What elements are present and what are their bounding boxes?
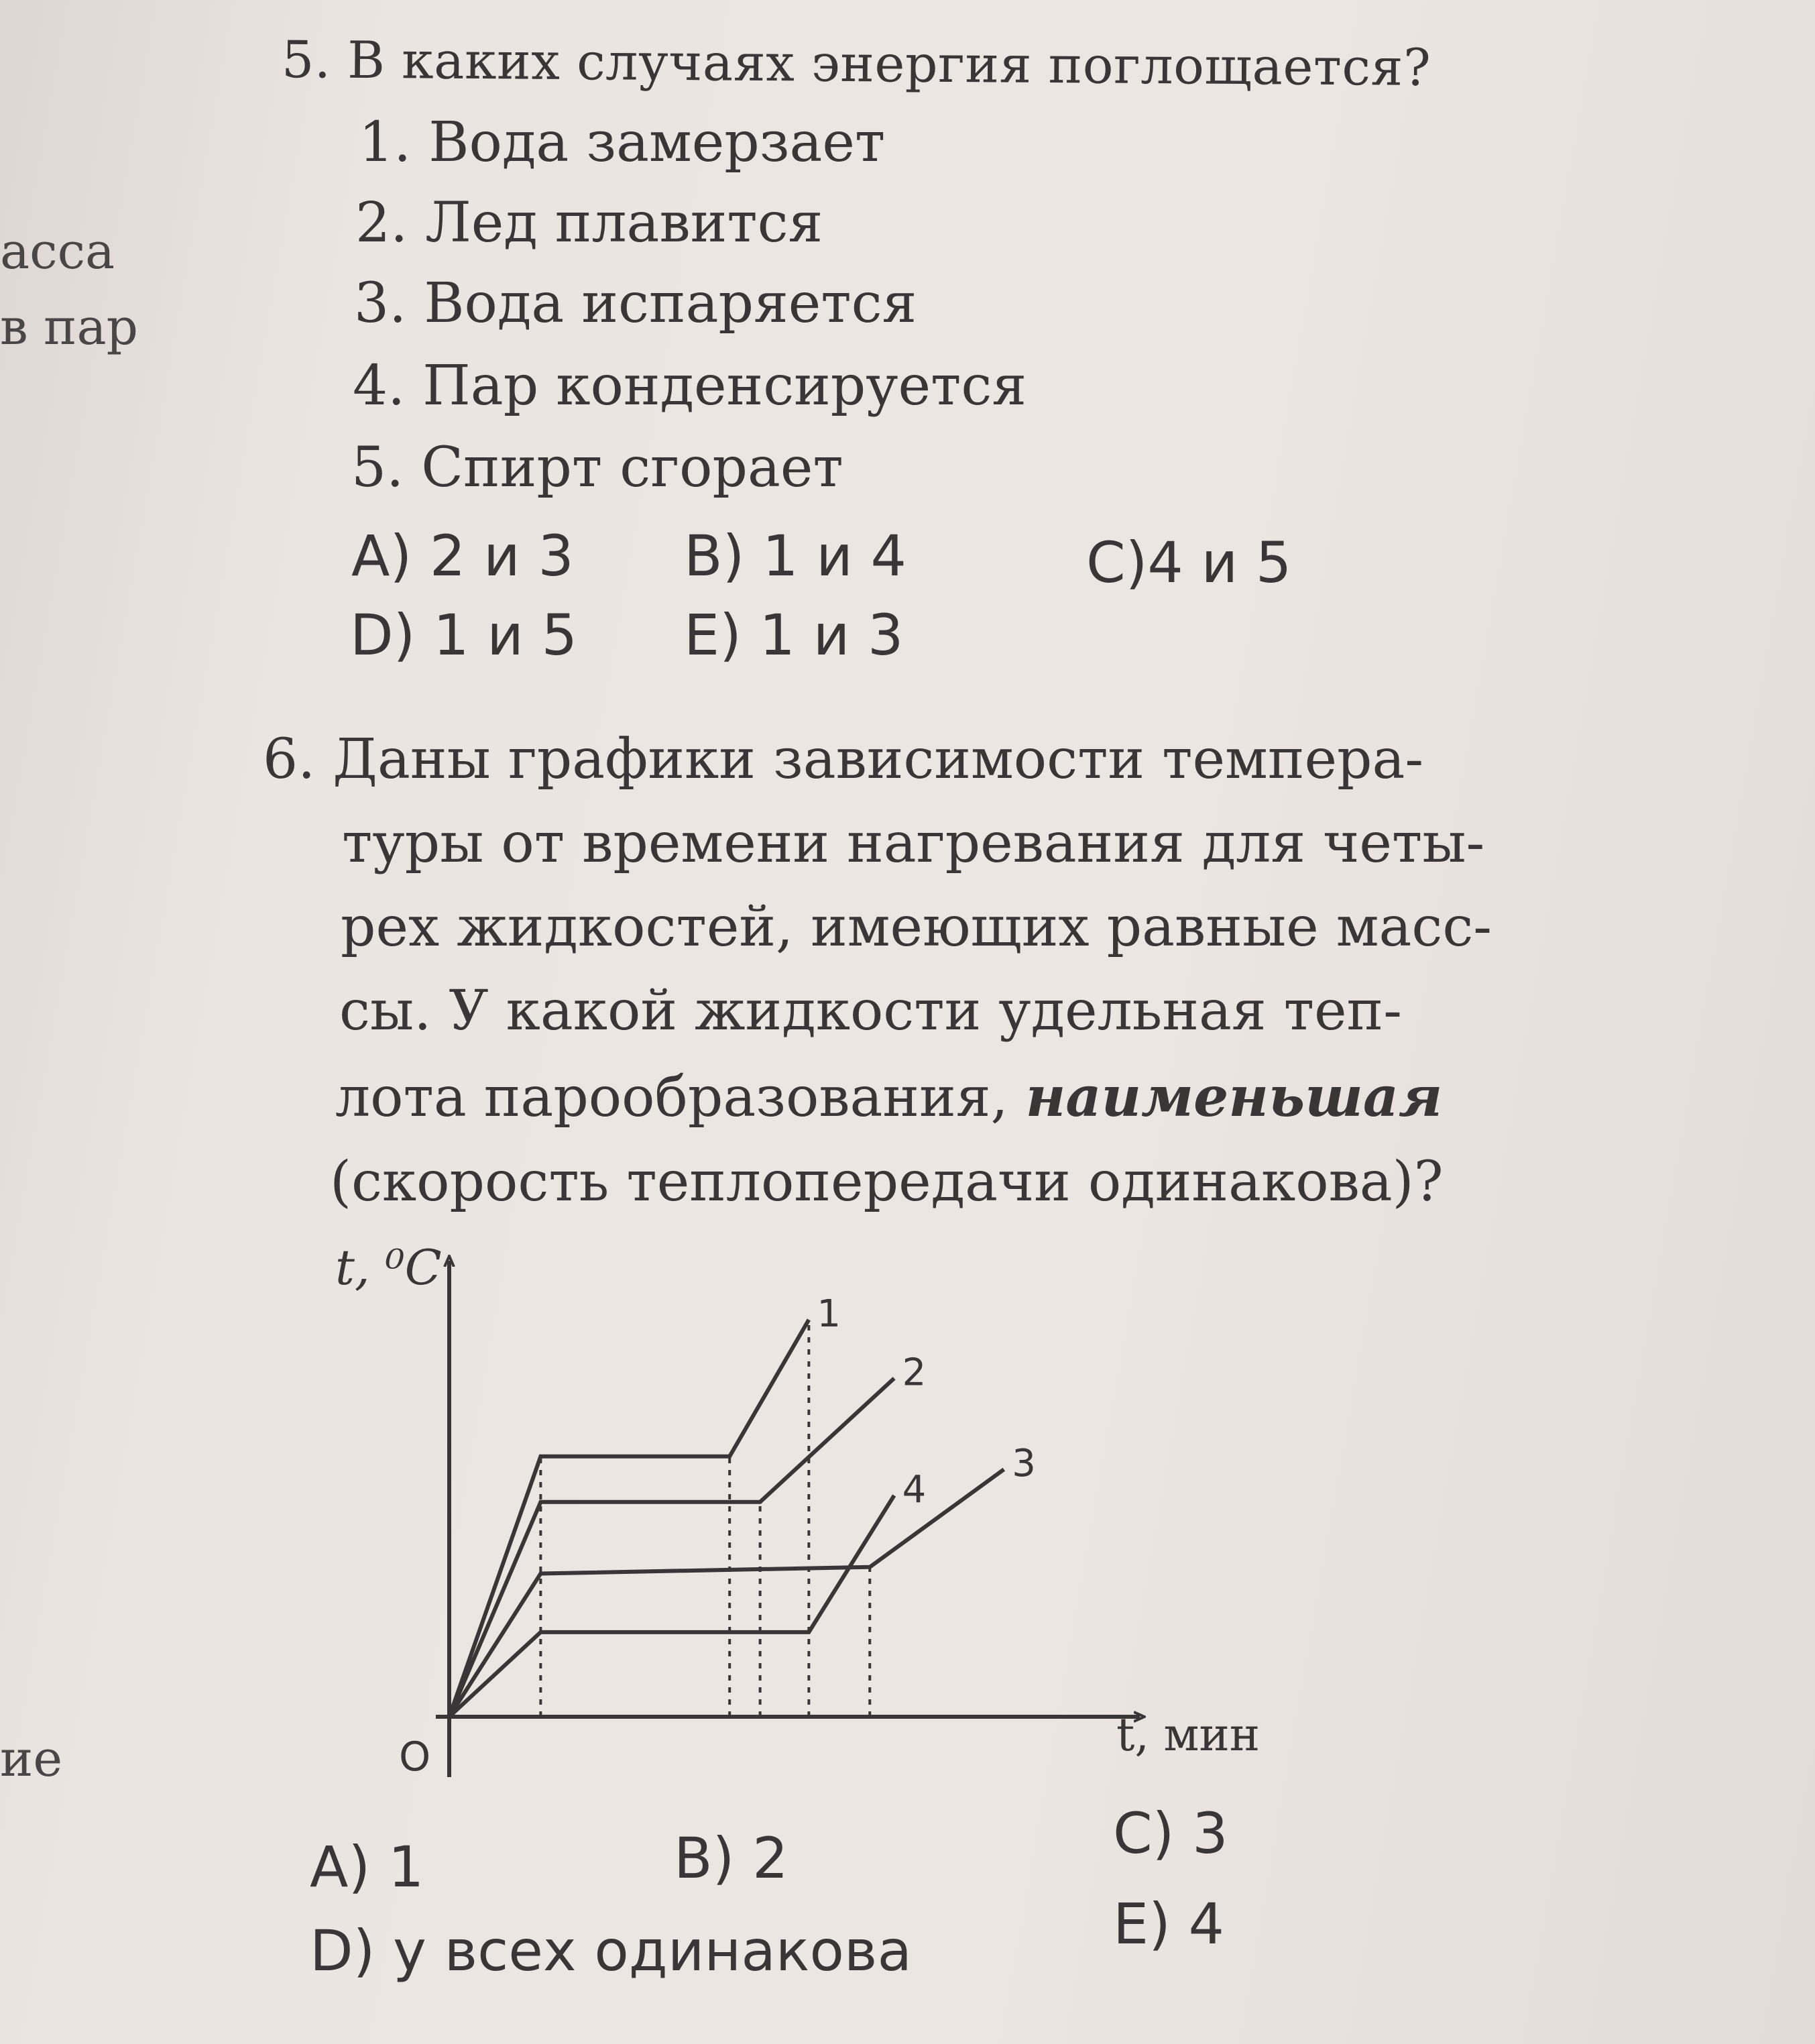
series-label-1: 1 — [817, 1292, 841, 1336]
question-6-answer-e[interactable]: E) 4 — [1113, 1891, 1224, 1957]
y-axis-label: t, ⁰C — [335, 1239, 442, 1296]
question-6-answer-c[interactable]: C) 3 — [1113, 1801, 1228, 1866]
question-5-answer-d[interactable]: D) 1 и 5 — [350, 602, 578, 668]
margin-fragment: асса — [0, 223, 115, 280]
question-5-answer-c[interactable]: C)4 и 5 — [1086, 530, 1292, 595]
question-6-answer-a[interactable]: A) 1 — [310, 1834, 424, 1900]
question-6-text-start: лота парообразования, — [335, 1066, 1008, 1129]
question-6-text-line: сы. У какой жидкости удельная теп- — [339, 979, 1402, 1043]
margin-fragment: в пар — [0, 298, 138, 356]
question-5-title: 5. В каких случаях энергия поглощается? — [281, 30, 1431, 97]
origin-label: O — [399, 1734, 431, 1780]
question-6-text-line: (скорость теплопередачи одинакова)? — [330, 1150, 1444, 1214]
question-6-answer-d[interactable]: D) у всех одинакова — [310, 1918, 912, 1984]
question-5-answer-e[interactable]: E) 1 и 3 — [684, 602, 904, 668]
question-5-item: 4. Пар конденсируется — [353, 354, 1027, 418]
series-line-2 — [449, 1378, 894, 1717]
question-5-item: 3. Вода испаряется — [354, 272, 917, 335]
question-5-item: 5. Спирт сгорает — [351, 436, 843, 500]
series-line-1 — [449, 1320, 809, 1717]
series-labels — [817, 1292, 1036, 1512]
question-5-answer-a[interactable]: A) 2 и 3 — [351, 523, 574, 589]
question-5-answer-b[interactable]: B) 1 и 4 — [684, 523, 906, 589]
series-label-2: 2 — [902, 1351, 927, 1395]
question-6-text-line: 6. Даны графики зависимости темпера- — [263, 728, 1424, 791]
x-axis-label: t, мин — [1116, 1709, 1261, 1762]
question-6-answer-b[interactable]: B) 2 — [674, 1825, 788, 1891]
temperature-time-chart — [295, 1234, 1301, 1804]
series-label-3: 3 — [1012, 1442, 1036, 1486]
question-6-text-line — [335, 1065, 1442, 1129]
dashed-guide-lines — [540, 1320, 870, 1717]
margin-fragment: ие — [0, 1730, 63, 1788]
question-6-text-line: туры от времени нагревания для четы- — [342, 811, 1485, 875]
question-5-item: 1. Вода замерзает — [359, 111, 886, 174]
series-label-4: 4 — [902, 1468, 927, 1512]
question-5-item: 2. Лед плавится — [355, 191, 823, 255]
question-6-emphasis: наименьшая — [1025, 1065, 1443, 1129]
question-6-text-line: рех жидкостей, имеющих равные масс- — [341, 895, 1492, 959]
